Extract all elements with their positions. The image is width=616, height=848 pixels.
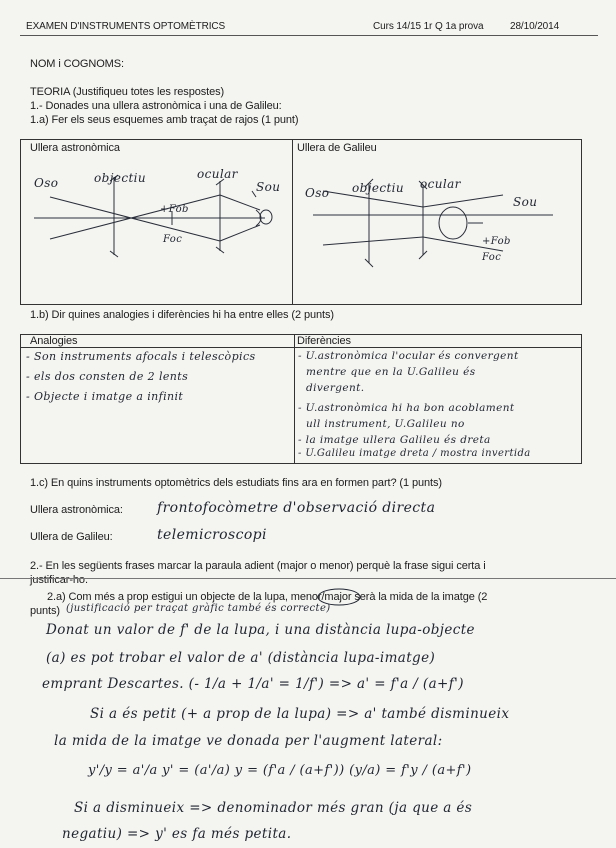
galileu-oso-label: Oso: [305, 186, 330, 200]
galileu-objectiu-label: objectiu: [352, 181, 405, 195]
difference-item: - U.Galileu imatge dreta / mostra invertida: [298, 448, 531, 459]
answer-line: la mida de la imatge ve donada per l'augment lateral:: [54, 733, 443, 749]
answer-line: emprant Descartes. (- 1/a + 1/a' = 1/f') => a' = f'a / (a+f'): [42, 676, 464, 692]
q2a-prompt-continued: punts): [30, 605, 60, 617]
answer-line: Donat un valor de f' de la lupa, i una distància lupa-objecte: [46, 622, 475, 638]
diferencies-header: Diferències: [297, 335, 351, 347]
difference-item: mentre que en la U.Galileu és: [306, 366, 476, 378]
galileu-instrument-answer: telemicroscopi: [157, 527, 267, 543]
q1-intro: 1.- Donades una ullera astronòmica i una de Galileu:: [30, 100, 282, 112]
name-label: NOM i COGNOMS:: [30, 58, 124, 70]
q2-intro: 2.- En les següents frases marcar la paraula adient (major o menor) perquè la frase sigui certa i: [30, 560, 486, 572]
q2a-prompt-note: (justificació per traçat gràfic també és correcte): [66, 603, 331, 614]
q1a-prompt: 1.a) Fer els seus esquemes amb traçat de rajos (1 punt): [30, 114, 299, 126]
answer-line: negatiu) => y' es fa més petita.: [62, 826, 292, 842]
col-ullera-galileu: Ullera de Galileu: [297, 142, 377, 154]
astro-sou-label: Sou: [256, 180, 281, 194]
q2a-prompt: 2.a) Com més a prop estigui un objecte de la lupa, menor/major serà la mida de la imatge (2: [47, 591, 488, 603]
header-rule: [20, 35, 598, 36]
difference-item: divergent.: [306, 382, 365, 394]
difference-item: ull instrument, U.Galileu no: [306, 418, 465, 430]
answer-line: (a) es pot trobar el valor de a' (distància lupa-imatge): [46, 650, 436, 666]
page-fold-line: [0, 578, 616, 579]
astronomical-ray-diagram: [20, 155, 290, 300]
analogy-item: - els dos consten de 2 lents: [26, 370, 189, 383]
galileu-fob-label: +Fob: [482, 236, 511, 247]
astro-objectiu-label: objectiu: [94, 171, 147, 185]
answer-line: Si a és petit (+ a prop de la lupa) => a' també disminueix: [90, 706, 510, 722]
analogy-item: - Son instruments afocals i telescòpics: [26, 350, 256, 363]
analogy-item: - Objecte i imatge a infinit: [26, 390, 184, 403]
galileu-instrument-label: Ullera de Galileu:: [30, 531, 113, 543]
analogies-header: Analogies: [30, 335, 78, 347]
astro-instrument-label: Ullera astronòmica:: [30, 504, 123, 516]
q1c-prompt: 1.c) En quins instruments optomètrics dels estudiats fins ara en formen part? (1 punts): [30, 477, 442, 489]
exam-title: EXAMEN D'INSTRUMENTS OPTOMÈTRICS: [26, 21, 226, 32]
difference-item: - la imatge ullera Galileu és dreta: [298, 434, 491, 446]
astro-oso-label: Oso: [34, 176, 59, 190]
menor-circle-mark: [316, 588, 362, 608]
theory-heading: TEORIA (Justifiqueu totes les respostes): [30, 86, 225, 98]
col-ullera-astronomica: Ullera astronòmica: [30, 142, 120, 154]
answer-line: y'/y = a'/a y' = (a'/a) y = (f'a / (a+f')) (y/a) = f'y / (a+f'): [88, 763, 472, 778]
astro-instrument-answer: frontofocòmetre d'observació directa: [157, 500, 436, 516]
difference-item: - U.astronòmica l'ocular és convergent: [298, 350, 519, 362]
galileu-sou-label: Sou: [513, 195, 538, 209]
astro-fob-label: +Fob: [160, 204, 189, 215]
exam-date: 28/10/2014: [510, 21, 560, 32]
q1b-column-divider: [294, 334, 295, 463]
q1b-header-rule: [20, 347, 581, 348]
q2-intro-continued: justificar-ho.: [30, 574, 88, 586]
difference-item: - U.astronòmica hi ha bon acoblament: [298, 402, 515, 414]
course-label: Curs 14/15 1r Q 1a prova: [373, 21, 484, 32]
astro-foc-label: Foc: [163, 234, 183, 245]
answer-line: Si a disminueix => denominador més gran (ja que a és: [74, 800, 473, 816]
galileu-ocular-label: ocular: [420, 177, 461, 191]
galileu-foc-label: Foc: [482, 252, 502, 263]
astro-ocular-label: ocular: [197, 167, 238, 181]
q1b-prompt: 1.b) Dir quines analogies i diferències hi ha entre elles (2 punts): [30, 309, 334, 321]
